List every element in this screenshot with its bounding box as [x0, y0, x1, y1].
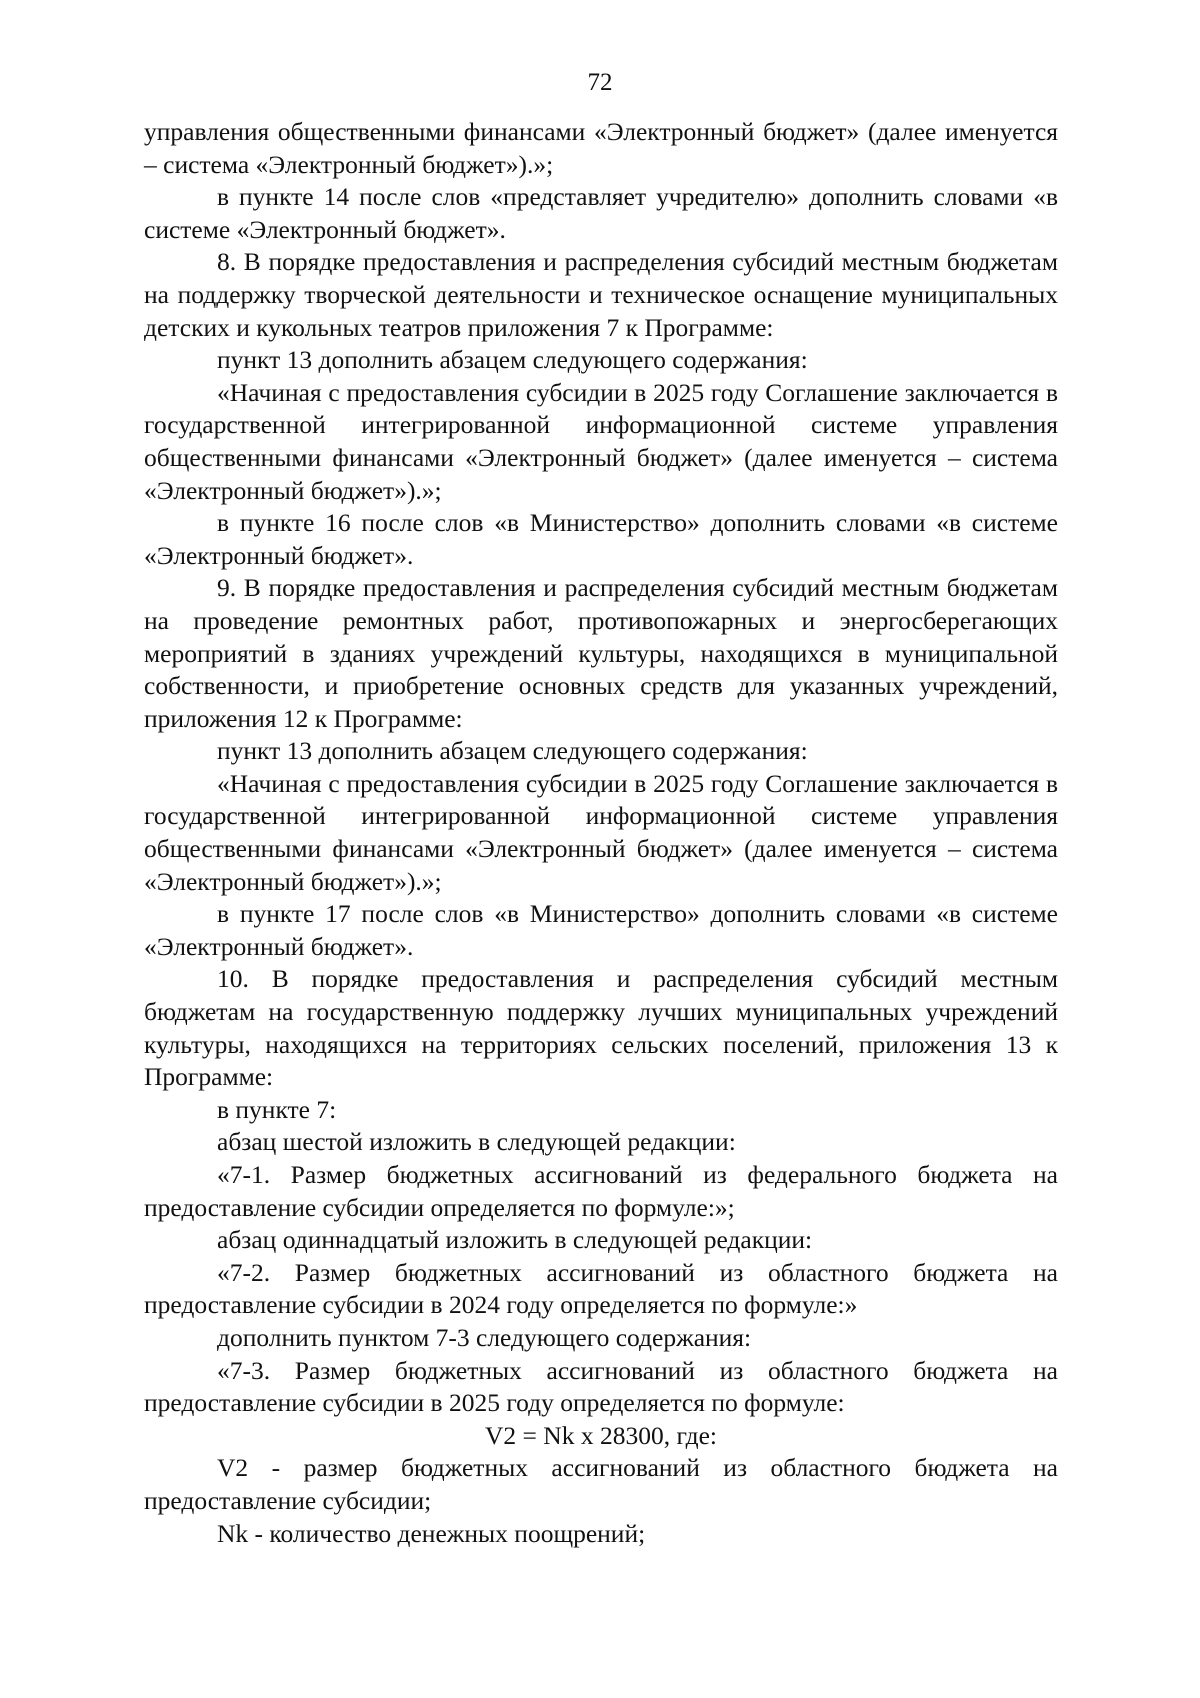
quoted-paragraph: «7-2. Размер бюджетных ассигнований из областного бюджета на предоставление субсидии в 2024 году определяется по формуле:» [144, 1257, 1058, 1320]
paragraph: в пункте 7: [217, 1094, 337, 1124]
paragraph: дополнить пунктом 7-3 следующего содержания: [217, 1322, 752, 1352]
paragraph: в пункте 14 после слов «представляет учредителю» дополнить словами «в системе «Электронный бюджет». [144, 182, 1058, 244]
paragraph-item-8: 8. В порядке предоставления и распределения субсидий местным бюджетам на поддержку творческой деятельности и техническое оснащение муниципальных детских и кукольных театров приложения 7 к Программе: [144, 247, 1058, 342]
formula-definition: Nk - количество денежных поощрений; [217, 1518, 646, 1548]
paragraph: пункт 13 дополнить абзацем следующего содержания: [217, 736, 808, 766]
paragraph-item-9: 9. В порядке предоставления и распределения субсидий местным бюджетам на проведение ремонтных работ, противопожарных и энергосберегающих мероприятий в зданиях учреждений культуры, находящихся в муниципальной собственности, и приобретение основных средств для указанных учреждений, приложения 12 к Программе: [144, 573, 1058, 733]
quoted-paragraph: «7-1. Размер бюджетных ассигнований из федерального бюджета на предоставление субсидии определяется по формуле:»; [144, 1160, 1058, 1222]
paragraph: пункт 13 дополнить абзацем следующего содержания: [217, 345, 808, 375]
formula-definition: V2 - размер бюджетных ассигнований из областного бюджета на предоставление субсидии; [144, 1453, 1058, 1515]
paragraph: управления общественными финансами «Электронный бюджет» (далее именуется – система «Электронный бюджет»).»; [144, 117, 1058, 179]
paragraph-item-10: 10. В порядке предоставления и распределения субсидий местным бюджетам на государственную поддержку лучших муниципальных учреждений культуры, находящихся на территориях сельских поселений, приложения 13 к Программе: [144, 964, 1058, 1092]
paragraph: в пункте 17 после слов «в Министерство» дополнить словами «в системе «Электронный бюджет». [144, 899, 1058, 961]
paragraph: в пункте 16 после слов «в Министерство» дополнить словами «в системе «Электронный бюджет». [144, 508, 1058, 570]
quoted-paragraph: «7-3. Размер бюджетных ассигнований из областного бюджета на предоставление субсидии в 2025 году определяется по формуле: [144, 1355, 1058, 1418]
document-body [144, 116, 1058, 1550]
paragraph: абзац одиннадцатый изложить в следующей редакции: [217, 1225, 813, 1255]
quoted-paragraph: «Начиная с предоставления субсидии в 2025 году Соглашение заключается в государственной интегрированной информационной системе управления общественными финансами «Электронный бюджет» (далее именуется – система «Электронный бюджет»).»; [144, 768, 1058, 896]
paragraph: абзац шестой изложить в следующей редакции: [217, 1127, 736, 1157]
page-number: 72 [587, 69, 613, 96]
formula: V2 = Nk x 28300, где: [484, 1420, 718, 1450]
quoted-paragraph: «Начиная с предоставления субсидии в 2025 году Соглашение заключается в государственной интегрированной информационной системе управления общественными финансами «Электронный бюджет» (далее именуется – система «Электронный бюджет»).»; [144, 377, 1058, 505]
